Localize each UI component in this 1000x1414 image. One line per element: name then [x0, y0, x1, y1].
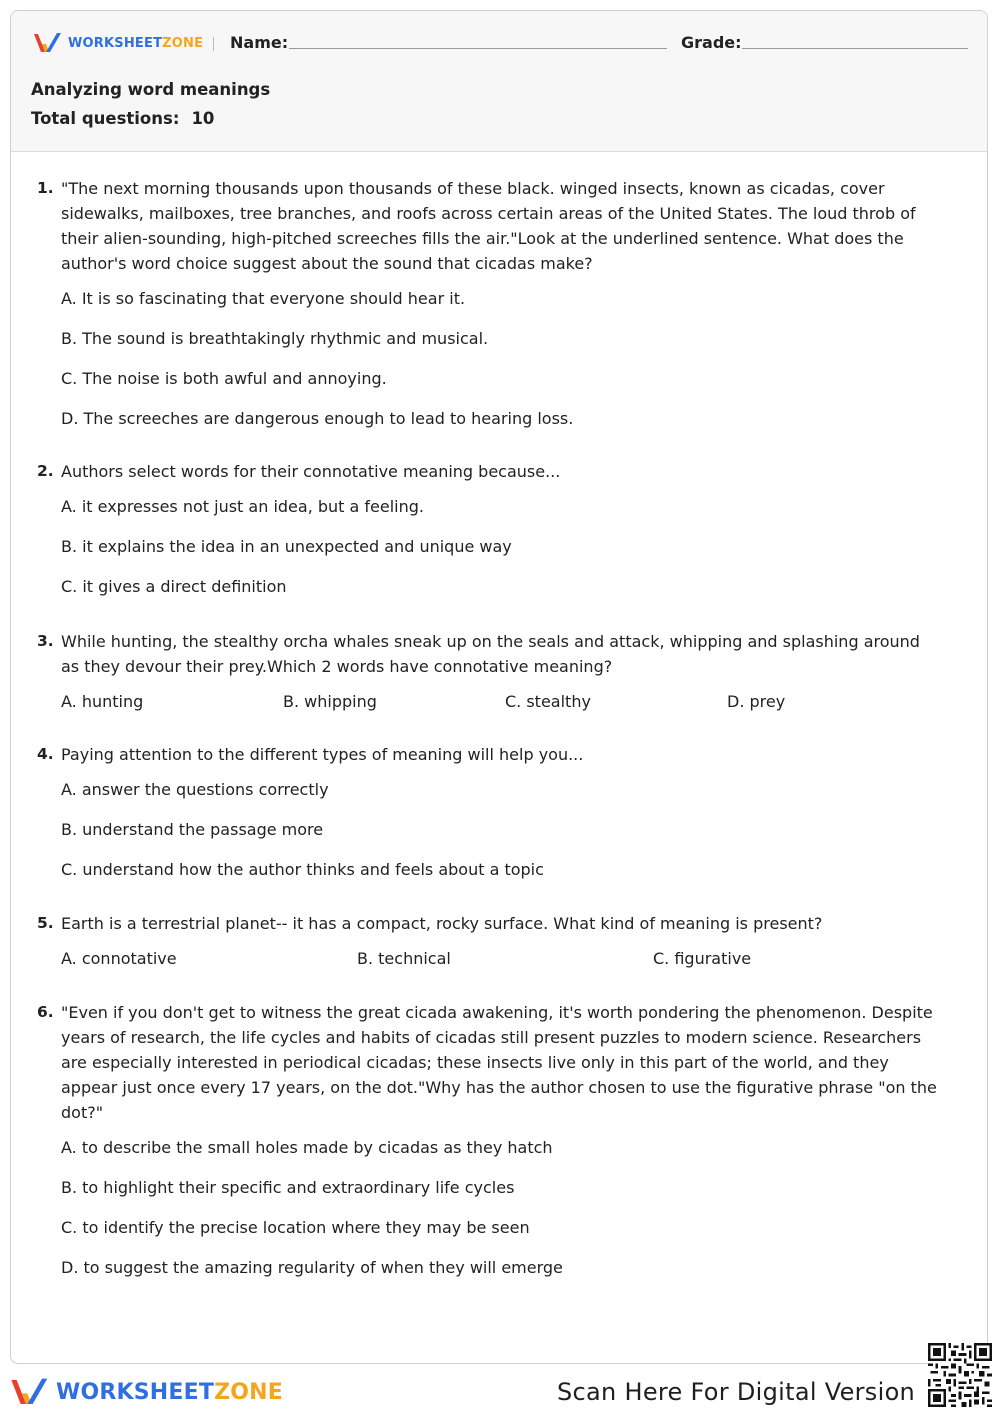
answer-option[interactable]: A. connotative [61, 949, 177, 968]
question-3 [37, 629, 937, 714]
answer-option[interactable]: B. whipping [283, 692, 377, 711]
answer-option[interactable]: B. to highlight their specific and extraordinary life cycles [61, 1178, 515, 1197]
worksheetzone-logo-icon [10, 1377, 50, 1407]
question-text: Authors select words for their connotative meaning because... [61, 462, 561, 481]
answer-option[interactable]: B. The sound is breathtakingly rhythmic and musical. [61, 329, 489, 348]
answer-option[interactable]: B. understand the passage more [61, 820, 324, 839]
answer-option[interactable]: A. hunting [61, 692, 144, 711]
footer-brand-logo [10, 1377, 283, 1407]
worksheetzone-logo-icon [33, 32, 63, 54]
total-questions [31, 109, 214, 128]
question-4 [37, 742, 937, 897]
brand-name: WORKSHEETZONE [68, 35, 204, 51]
answer-option[interactable]: A. answer the questions correctly [61, 780, 329, 799]
question-number: 2. [37, 462, 54, 480]
qr-code-icon[interactable] [928, 1343, 992, 1407]
answer-options [61, 1135, 937, 1280]
name-field-line[interactable] [289, 48, 667, 49]
scan-instruction: Scan Here For Digital Version [557, 1378, 916, 1406]
answer-option[interactable]: B. technical [357, 949, 451, 968]
answer-option[interactable]: D. to suggest the amazing regularity of when they will emerge [61, 1258, 563, 1277]
question-number: 6. [37, 1003, 54, 1021]
worksheet-page [10, 10, 988, 1364]
answer-option[interactable]: C. stealthy [505, 692, 591, 711]
grade-field-line[interactable] [742, 48, 968, 49]
question-text: "Even if you don't get to witness the great cicada awakening, it's worth pondering the phenomenon. Despite years of research, the life cycles and habits of cicadas still present puzzles to modern science. Researchers are especially interested in periodical cicadas; these insects live only in this part of the world, and they appear just once every 17 years, on the dot."Why has the author chosen to use the figurative phrase "on the dot?" [61, 1003, 937, 1122]
answer-options [61, 494, 937, 599]
question-number: 4. [37, 745, 54, 763]
question-text: While hunting, the stealthy orcha whales sneak up on the seals and attack, whipping and splashing around as they devour their prey.Which 2 words have connotative meaning? [61, 632, 920, 676]
total-questions-label: Total questions: [31, 109, 180, 128]
answer-options [61, 946, 937, 971]
question-number: 3. [37, 632, 54, 650]
answer-option[interactable]: A. it expresses not just an idea, but a feeling. [61, 497, 424, 516]
grade-label: Grade: [681, 33, 742, 52]
answer-option[interactable]: A. to describe the small holes made by cicadas as they hatch [61, 1138, 553, 1157]
brand-logo [33, 32, 203, 54]
answer-option[interactable]: B. it explains the idea in an unexpected and unique way [61, 537, 512, 556]
name-label: Name: [230, 33, 289, 52]
answer-option[interactable]: C. figurative [653, 949, 752, 968]
header-divider [213, 37, 214, 51]
answer-option[interactable]: C. to identify the precise location where they may be seen [61, 1218, 530, 1237]
answer-option[interactable]: D. prey [727, 692, 786, 711]
question-text: Paying attention to the different types of meaning will help you... [61, 745, 584, 764]
answer-option[interactable]: A. It is so fascinating that everyone should hear it. [61, 289, 466, 308]
answer-option[interactable]: C. it gives a direct definition [61, 577, 287, 596]
answer-option[interactable]: C. understand how the author thinks and feels about a topic [61, 860, 544, 879]
question-1 [37, 176, 937, 446]
question-2 [37, 459, 937, 614]
question-6 [37, 1000, 937, 1295]
answer-options [61, 777, 937, 882]
question-text: "The next morning thousands upon thousands of these black. winged insects, known as cicadas, cover sidewalks, mailboxes, tree branches, and roofs across certain areas of the United States. The loud throb of their alien-sounding, high-pitched screeches fills the air."Look at the underlined sentence. What does the author's word choice suggest about the sound that cicadas make? [61, 179, 916, 273]
question-number: 5. [37, 914, 54, 932]
worksheet-header [11, 11, 987, 152]
total-questions-value: 10 [191, 109, 215, 128]
question-number: 1. [37, 179, 54, 197]
answer-options [61, 689, 937, 714]
answer-options [61, 286, 937, 431]
question-text: Earth is a terrestrial planet-- it has a compact, rocky surface. What kind of meaning is present? [61, 914, 823, 933]
footer-brand-name: WORKSHEETZONE [56, 1379, 283, 1405]
answer-option[interactable]: D. The screeches are dangerous enough to lead to hearing loss. [61, 409, 574, 428]
question-5 [37, 911, 937, 971]
answer-option[interactable]: C. The noise is both awful and annoying. [61, 369, 387, 388]
worksheet-title: Analyzing word meanings [31, 80, 271, 99]
